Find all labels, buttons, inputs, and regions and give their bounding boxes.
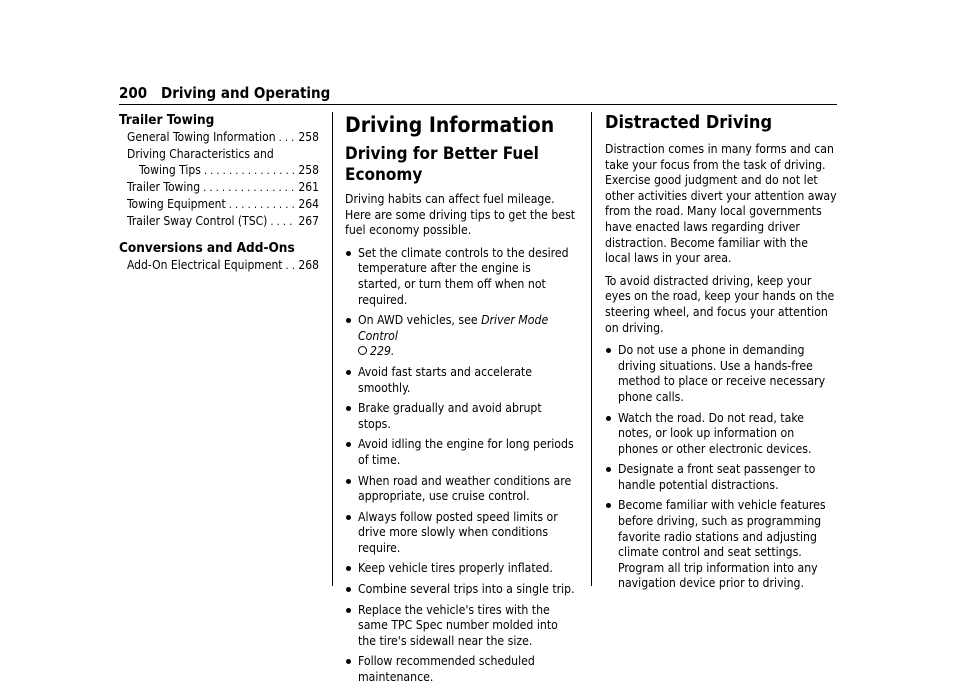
toc-item[interactable]: General Towing Information . . . 258 bbox=[127, 129, 319, 146]
toc-item[interactable]: Trailer Sway Control (TSC) . . . 267 bbox=[127, 213, 319, 230]
column-divider-2 bbox=[591, 112, 592, 586]
list-item: Follow recommended scheduled maintenance. bbox=[345, 654, 577, 685]
toc-list-conversions bbox=[127, 257, 319, 274]
section-heading: Distracted Driving bbox=[605, 112, 773, 133]
driving-information-column bbox=[345, 112, 577, 691]
list-item: Avoid fast starts and accelerate smoothly. bbox=[345, 365, 577, 396]
toc-list-trailer-towing bbox=[127, 129, 319, 230]
page-number: 200 bbox=[119, 84, 148, 102]
toc-item[interactable]: Trailer Towing . . . 261 bbox=[127, 179, 319, 196]
subsection-heading: Driving for Better Fuel Economy bbox=[345, 144, 539, 185]
list-item: Always follow posted speed limits or drive more slowly when conditions require. bbox=[345, 510, 577, 557]
list-item: Avoid idling the engine for long periods of time. bbox=[345, 437, 577, 468]
list-item: Keep vehicle tires properly inflated. bbox=[345, 561, 577, 577]
toc-column bbox=[119, 112, 319, 274]
fuel-tips-list bbox=[345, 246, 577, 686]
cross-reference-link[interactable]: Driver Mode Control bbox=[358, 313, 549, 343]
list-item: Do not use a phone in demanding driving situations. Use a hands-free method to place or receive necessary phone calls. bbox=[605, 343, 837, 405]
intro-paragraph: Driving habits can affect fuel mileage. Here are some driving tips to get the best fuel economy possible. bbox=[345, 192, 576, 238]
list-item: Designate a front seat passenger to handle potential distractions. bbox=[605, 462, 837, 493]
list-item: On AWD vehicles, see Driver Mode Control 229. bbox=[345, 313, 577, 360]
page-reference-icon bbox=[358, 346, 367, 355]
distracted-driving-column bbox=[605, 112, 837, 597]
page-reference: 229. bbox=[370, 344, 395, 359]
toc-heading-trailer-towing: Trailer Towing bbox=[119, 112, 215, 128]
toc-item[interactable]: Driving Characteristics and bbox=[127, 147, 274, 161]
distraction-tips-list bbox=[605, 343, 837, 592]
column-divider-1 bbox=[332, 112, 333, 586]
toc-item[interactable]: Towing Tips . . . 258 bbox=[127, 162, 319, 179]
list-item: Combine several trips into a single trip. bbox=[345, 582, 577, 598]
list-item: Watch the road. Do not read, take notes, or look up information on phones or other electronic devices. bbox=[605, 411, 837, 458]
toc-item[interactable]: Add-On Electrical Equipment . . . 268 bbox=[127, 257, 319, 274]
list-item: Become familiar with vehicle features before driving, such as programming favorite radio stations and adjusting climate control and seat settings. Program all trip information into any navigation device prior to driving. bbox=[605, 498, 837, 592]
toc-heading-conversions: Conversions and Add-Ons bbox=[119, 240, 295, 256]
toc-item[interactable]: Towing Equipment . . . 264 bbox=[127, 196, 319, 213]
paragraph: To avoid distracted driving, keep your eyes on the road, keep your hands on the steering wheel, and focus your attention on driving. bbox=[605, 273, 835, 335]
section-title: Driving and Operating bbox=[161, 84, 331, 102]
list-item: Brake gradually and avoid abrupt stops. bbox=[345, 401, 577, 432]
list-item: Set the climate controls to the desired temperature after the engine is started, or turn them off when not required. bbox=[345, 246, 577, 308]
list-item: When road and weather conditions are appropriate, use cruise control. bbox=[345, 474, 577, 505]
list-item: Replace the vehicle's tires with the same TPC Spec number molded into the tire's sidewall near the size. bbox=[345, 603, 577, 650]
section-heading: Driving Information bbox=[345, 113, 555, 137]
page-header bbox=[119, 84, 837, 105]
paragraph: Distraction comes in many forms and can take your focus from the task of driving. Exercise good judgment and do not let other activities divert your attention away from the road. Many local governments have enacted laws regarding driver distraction. Become familiar with the local laws in your area. bbox=[605, 142, 837, 266]
